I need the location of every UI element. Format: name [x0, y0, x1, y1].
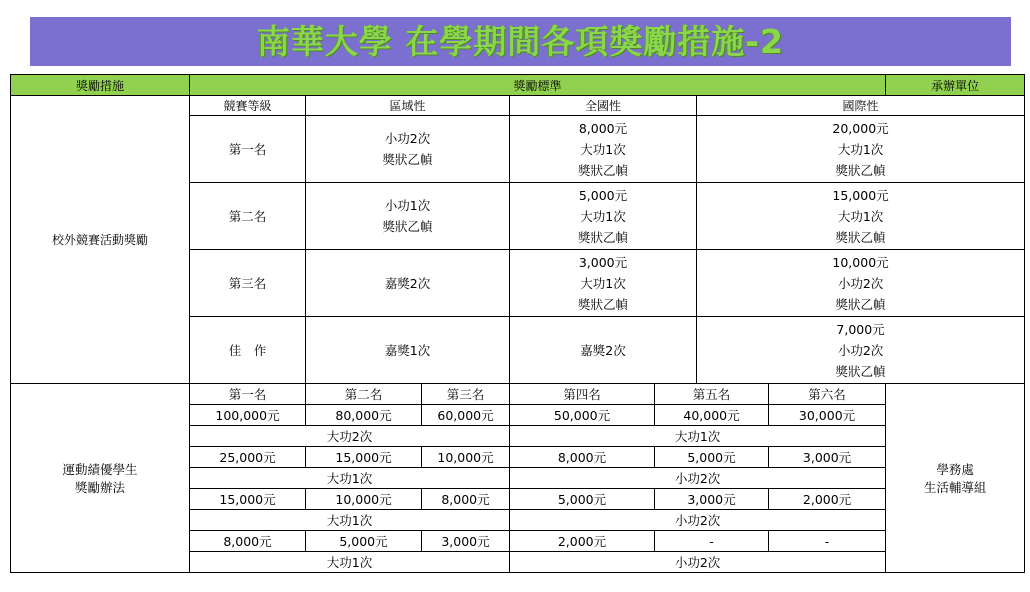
national-cell — [510, 116, 697, 183]
rank-header: 第一名 — [190, 384, 306, 405]
section2-name-line: 運動績優學生 — [62, 462, 138, 477]
header-standard: 獎勵標準 — [190, 75, 886, 96]
rank-header: 第三名 — [422, 384, 510, 405]
subheader-level: 競賽等級 — [190, 96, 306, 116]
international-cell-line: 15,000元 — [832, 187, 889, 203]
national-cell-line: 大功1次 — [580, 208, 626, 224]
amount-cell: 100,000元 — [190, 405, 306, 426]
international-cell — [697, 317, 1025, 384]
regional-cell — [306, 317, 510, 384]
amount-cell: 5,000元 — [306, 531, 422, 552]
amount-cell: 80,000元 — [306, 405, 422, 426]
subheader-international: 國際性 — [697, 96, 1025, 116]
rank-header: 第二名 — [306, 384, 422, 405]
national-cell-line: 大功1次 — [580, 275, 626, 291]
national-cell — [510, 317, 697, 384]
amount-cell: 25,000元 — [190, 447, 306, 468]
section2-name — [11, 384, 190, 573]
amount-cell: 60,000元 — [422, 405, 510, 426]
international-cell — [697, 183, 1025, 250]
amount-cell: 10,000元 — [306, 489, 422, 510]
national-cell-line: 嘉獎2次 — [580, 342, 626, 358]
international-cell-line: 獎狀乙幀 — [835, 363, 886, 379]
merit-left-cell: 大功2次 — [190, 426, 510, 447]
regional-cell-line: 小功2次 — [384, 131, 431, 146]
merit-left-cell: 大功1次 — [190, 552, 510, 573]
section1-name: 校外競賽活動獎勵 — [11, 96, 190, 384]
amount-cell: 10,000元 — [422, 447, 510, 468]
section2-rank-row — [11, 384, 1025, 405]
merit-left-cell: 大功1次 — [190, 510, 510, 531]
national-cell-line: 3,000元 — [578, 254, 628, 270]
national-cell-line: 獎狀乙幀 — [577, 296, 628, 312]
amount-cell: 5,000元 — [510, 489, 655, 510]
regional-cell — [306, 250, 510, 317]
merit-right-cell: 小功2次 — [510, 468, 886, 489]
rank-header: 第五名 — [655, 384, 769, 405]
regional-cell-line: 獎狀乙幀 — [382, 152, 433, 167]
header-row — [11, 75, 1025, 96]
international-cell-line: 獎狀乙幀 — [835, 162, 886, 178]
amount-cell: 40,000元 — [655, 405, 769, 426]
national-cell-line: 大功1次 — [580, 141, 626, 157]
section2-unit — [886, 384, 1025, 573]
national-cell-line: 5,000元 — [578, 187, 628, 203]
section2-unit-line: 生活輔導組 — [923, 480, 987, 495]
amount-cell: 15,000元 — [190, 489, 306, 510]
amount-cell: 8,000元 — [190, 531, 306, 552]
international-cell — [697, 250, 1025, 317]
page-title: 南華大學 在學期間各項獎勵措施-2 — [256, 22, 785, 61]
regional-cell-line: 獎狀乙幀 — [382, 219, 433, 234]
merit-right-cell: 小功2次 — [510, 552, 886, 573]
amount-cell: 15,000元 — [306, 447, 422, 468]
international-cell-line: 10,000元 — [832, 254, 889, 270]
regional-cell-line: 嘉獎2次 — [384, 275, 431, 291]
national-cell-line: 獎狀乙幀 — [577, 229, 628, 245]
regional-cell — [306, 183, 510, 250]
national-cell-line: 獎狀乙幀 — [577, 162, 628, 178]
amount-cell: 5,000元 — [655, 447, 769, 468]
amount-cell: 8,000元 — [422, 489, 510, 510]
regional-cell-line: 嘉獎1次 — [384, 342, 431, 358]
rank-header: 第四名 — [510, 384, 655, 405]
international-cell-line: 獎狀乙幀 — [835, 296, 886, 312]
national-cell-line: 8,000元 — [578, 120, 628, 136]
rank-cell: 第三名 — [190, 250, 306, 317]
subheader-national: 全國性 — [510, 96, 697, 116]
merit-left-cell: 大功1次 — [190, 468, 510, 489]
international-cell-line: 小功2次 — [837, 275, 884, 291]
amount-cell: 2,000元 — [510, 531, 655, 552]
international-cell-line: 7,000元 — [836, 321, 885, 337]
amount-cell: - — [769, 531, 886, 552]
regional-cell-line: 小功1次 — [384, 198, 431, 213]
subheader-regional: 區域性 — [306, 96, 510, 116]
national-cell — [510, 250, 697, 317]
international-cell-line: 小功2次 — [837, 342, 884, 358]
amount-cell: 3,000元 — [655, 489, 769, 510]
rank-header: 第六名 — [769, 384, 886, 405]
reward-table — [10, 74, 1025, 573]
national-cell — [510, 183, 697, 250]
header-measure: 獎勵措施 — [11, 75, 190, 96]
international-cell-line: 獎狀乙幀 — [835, 229, 886, 245]
international-cell-line: 大功1次 — [837, 208, 884, 224]
rank-cell: 第二名 — [190, 183, 306, 250]
header-unit: 承辦單位 — [886, 75, 1025, 96]
section2-unit-line: 學務處 — [936, 462, 974, 477]
section2-name-line: 獎勵辦法 — [74, 480, 125, 495]
amount-cell: - — [655, 531, 769, 552]
rank-cell: 第一名 — [190, 116, 306, 183]
rank-cell: 佳 作 — [190, 317, 306, 384]
international-cell — [697, 116, 1025, 183]
amount-cell: 2,000元 — [769, 489, 886, 510]
amount-cell: 3,000元 — [422, 531, 510, 552]
international-cell-line: 大功1次 — [837, 141, 884, 157]
section1-subheader-row — [11, 96, 1025, 116]
regional-cell — [306, 116, 510, 183]
merit-right-cell: 小功2次 — [510, 510, 886, 531]
international-cell-line: 20,000元 — [832, 120, 889, 136]
amount-cell: 30,000元 — [769, 405, 886, 426]
amount-cell: 50,000元 — [510, 405, 655, 426]
merit-right-cell: 大功1次 — [510, 426, 886, 447]
amount-cell: 3,000元 — [769, 447, 886, 468]
amount-cell: 8,000元 — [510, 447, 655, 468]
